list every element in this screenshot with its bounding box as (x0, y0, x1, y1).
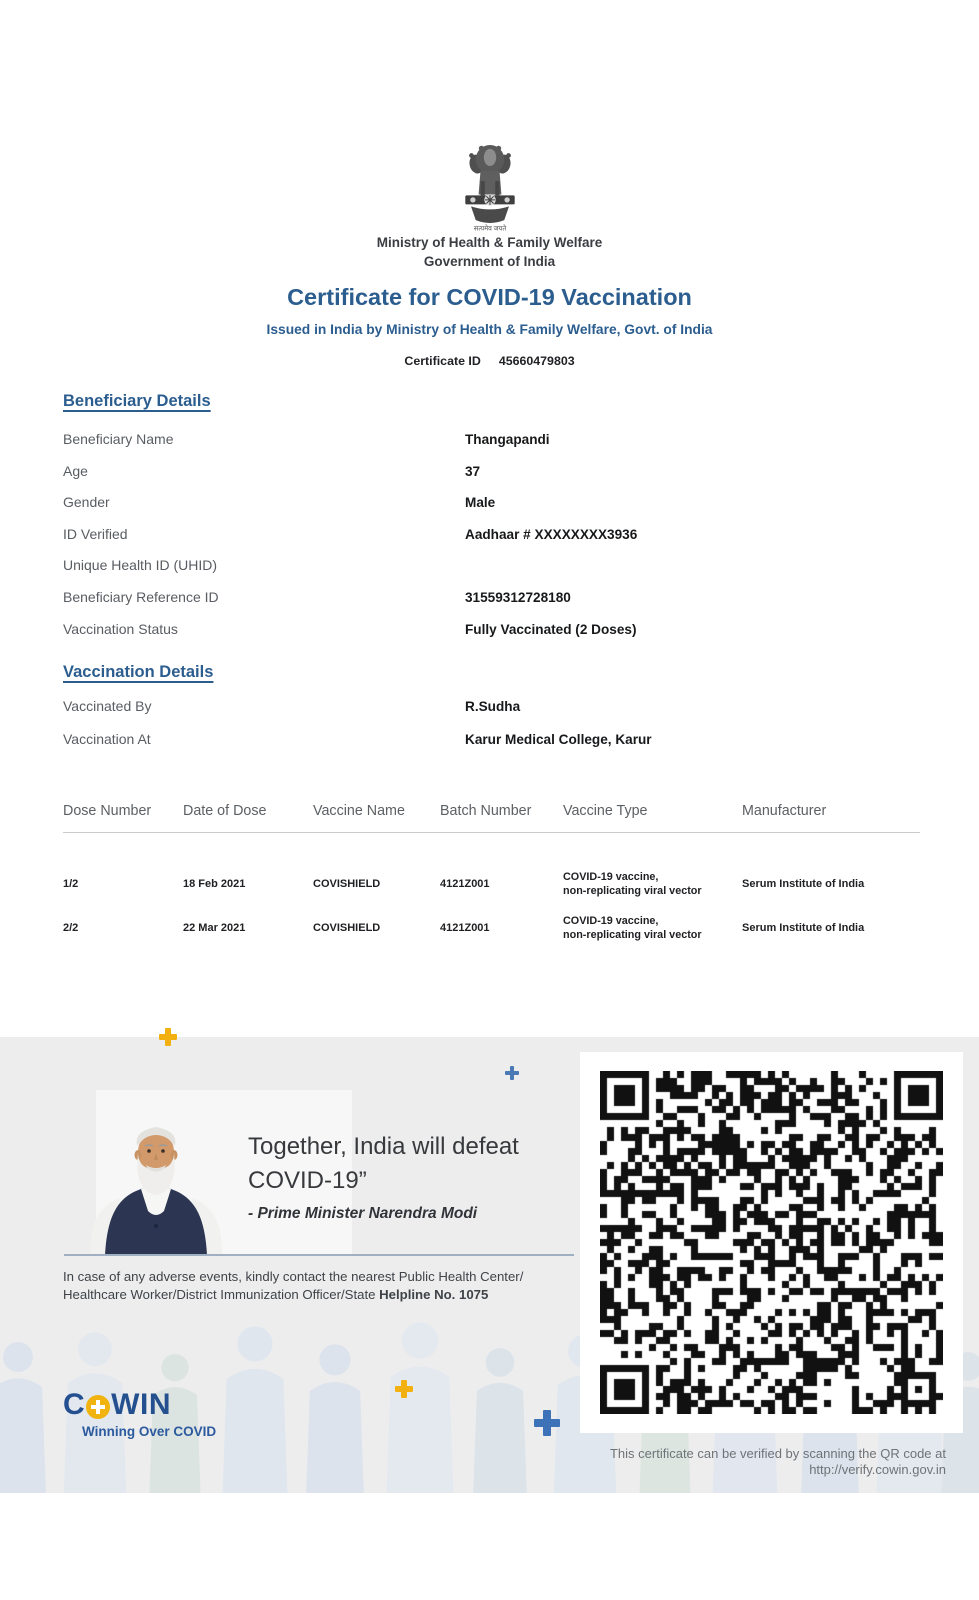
field-row (63, 463, 923, 495)
qr-code (600, 1071, 943, 1414)
beneficiary-details (63, 431, 923, 652)
cell-manufacturer: Serum Institute of India (742, 922, 865, 934)
field-label: Beneficiary Name (63, 431, 174, 447)
page-subtitle: Issued in India by Ministry of Health & Family Welfare, Govt. of India (266, 322, 713, 337)
field-row (63, 431, 923, 463)
field-label: ID Verified (63, 525, 128, 542)
field-value: 31559312728180 (465, 589, 571, 605)
field-label: Unique Health ID (UHID) (63, 557, 218, 574)
field-row (63, 526, 923, 558)
cell-vaccine-type: COVID-19 vaccine, non-replicating viral vector (563, 870, 702, 897)
cell-batch-number: 4121Z001 (440, 922, 490, 934)
cell-batch-number: 4121Z001 (440, 878, 490, 890)
col-header-dose-number: Dose Number (63, 803, 152, 819)
field-value: 37 (465, 463, 481, 479)
col-header-batch-number: Batch Number (440, 803, 532, 819)
field-value: Thangapandi (465, 432, 550, 447)
ashoka-emblem-icon (452, 136, 528, 232)
field-row (63, 589, 923, 621)
page-title: Certificate for COVID-19 Vaccination (287, 284, 692, 310)
certificate-id (0, 354, 979, 368)
cell-manufacturer: Serum Institute of India (742, 878, 865, 890)
adverse-line1: In case of any adverse events, kindly contact the nearest Public Health Center/ (63, 1269, 524, 1284)
table-row (63, 862, 920, 906)
field-row (63, 621, 923, 653)
pm-modi-photo (60, 1105, 250, 1255)
cell-vaccine-name: COVISHIELD (313, 878, 381, 890)
cowin-logo-win: WIN (111, 1388, 171, 1421)
national-emblem (0, 136, 979, 232)
col-header-manufacturer: Manufacturer (742, 803, 827, 819)
qr-code-container (580, 1052, 963, 1433)
field-label: Gender (63, 494, 110, 511)
plus-decoration-icon (505, 1066, 519, 1080)
certificate-id-label: Certificate ID (404, 354, 481, 368)
helpline-number: Helpline No. 1075 (379, 1286, 489, 1302)
beneficiary-details-heading: Beneficiary Details (63, 392, 211, 410)
field-value: R.Sudha (465, 699, 521, 714)
pm-quote (248, 1130, 519, 1198)
vaccination-details (63, 698, 923, 763)
cowin-tagline: Winning Over COVID (82, 1424, 217, 1439)
col-header-vaccine-type: Vaccine Type (563, 803, 648, 819)
plus-decoration-icon (159, 1028, 177, 1046)
plus-decoration-icon (395, 1380, 413, 1398)
quote-line2: COVID-19” (248, 1167, 367, 1194)
col-header-vaccine-name: Vaccine Name (313, 803, 405, 819)
cowin-logo-c: C (63, 1388, 86, 1421)
cell-date-of-dose: 22 Mar 2021 (183, 922, 246, 934)
quote-line1: Together, India will defeat (248, 1133, 519, 1160)
field-label: Vaccinated By (63, 698, 152, 714)
vaccination-details-heading: Vaccination Details (63, 663, 214, 681)
field-value: Fully Vaccinated (2 Doses) (465, 621, 637, 637)
field-row (63, 494, 923, 526)
field-row (63, 557, 923, 589)
col-header-date-of-dose: Date of Dose (183, 803, 267, 819)
cowin-plus-icon (86, 1395, 110, 1419)
quote-attribution: - Prime Minister Narendra Modi (248, 1205, 478, 1222)
table-row (63, 906, 920, 950)
field-label: Vaccination At (63, 730, 151, 747)
adverse-line2: Healthcare Worker/District Immunization Officer/State (63, 1286, 380, 1302)
cell-dose-number: 1/2 (63, 878, 79, 890)
verify-url-link[interactable]: http://verify.cowin.gov.in (809, 1461, 946, 1477)
field-label: Age (63, 462, 88, 479)
ministry-line1: Ministry of Health & Family Welfare (376, 235, 603, 250)
cell-vaccine-name: COVISHIELD (313, 922, 381, 934)
divider (64, 1254, 574, 1256)
adverse-events-note (63, 1268, 553, 1303)
cell-date-of-dose: 18 Feb 2021 (183, 878, 246, 890)
certificate-id-value: 45660479803 (498, 354, 575, 368)
cell-vaccine-type: COVID-19 vaccine, non-replicating viral vector (563, 914, 702, 941)
cell-dose-number: 2/2 (63, 922, 79, 934)
plus-decoration-icon (534, 1410, 560, 1436)
field-label: Beneficiary Reference ID (63, 588, 219, 605)
cowin-logo (63, 1388, 171, 1422)
emblem-motto: सत्यमेव जयते (473, 225, 506, 232)
qr-verify-note (580, 1446, 946, 1477)
verify-text: This certificate can be verified by scanning the QR code at (609, 1446, 946, 1461)
dose-table-header (63, 803, 920, 833)
field-value: Karur Medical College, Karur (465, 731, 652, 747)
field-label: Vaccination Status (63, 620, 178, 637)
ministry-line2: Government of India (423, 254, 556, 269)
field-row (63, 731, 923, 764)
field-row (63, 698, 923, 731)
field-value: Male (465, 495, 496, 511)
field-value: Aadhaar # XXXXXXXX3936 (465, 526, 638, 542)
